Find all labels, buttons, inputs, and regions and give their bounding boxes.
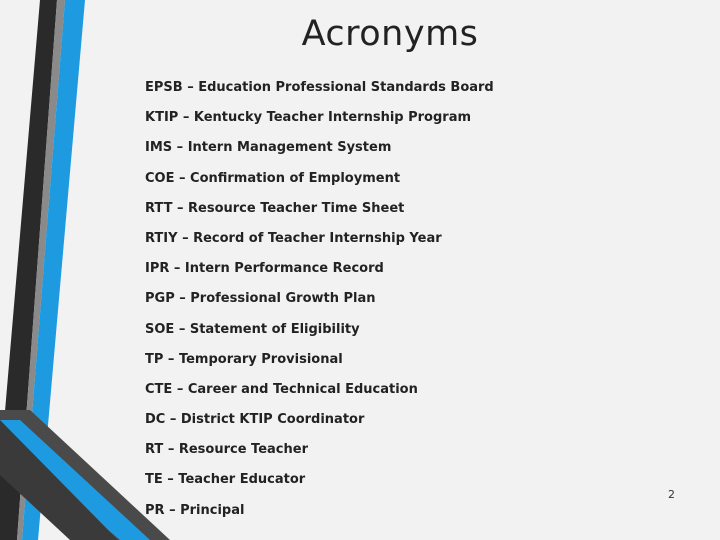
acronym-item: RT – Resource Teacher <box>145 442 308 458</box>
acronym-item: IPR – Intern Performance Record <box>145 261 384 277</box>
acronym-item: SOE – Statement of Eligibility <box>145 321 360 337</box>
acronym-item: PGP – Professional Growth Plan <box>145 291 376 307</box>
acronym-item: RTT – Resource Teacher Time Sheet <box>145 200 405 216</box>
acronym-list <box>145 78 494 531</box>
page-number: 2 <box>668 488 675 501</box>
slide-title: Acronyms <box>301 14 479 54</box>
acronym-item: DC – District KTIP Coordinator <box>145 412 365 428</box>
acronym-item: KTIP – Kentucky Teacher Internship Program <box>145 110 472 126</box>
acronym-item: CTE – Career and Technical Education <box>145 381 418 397</box>
acronym-item: IMS – Intern Management System <box>145 140 392 156</box>
acronym-item: COE – Confirmation of Employment <box>145 170 401 186</box>
acronym-item: TP – Temporary Provisional <box>145 351 343 367</box>
acronym-item: TE – Teacher Educator <box>145 472 306 488</box>
acronym-item: RTIY – Record of Teacher Internship Year <box>145 230 442 246</box>
acronym-item: PR – Principal <box>145 502 245 518</box>
acronym-item: EPSB – Education Professional Standards Board <box>145 80 494 95</box>
